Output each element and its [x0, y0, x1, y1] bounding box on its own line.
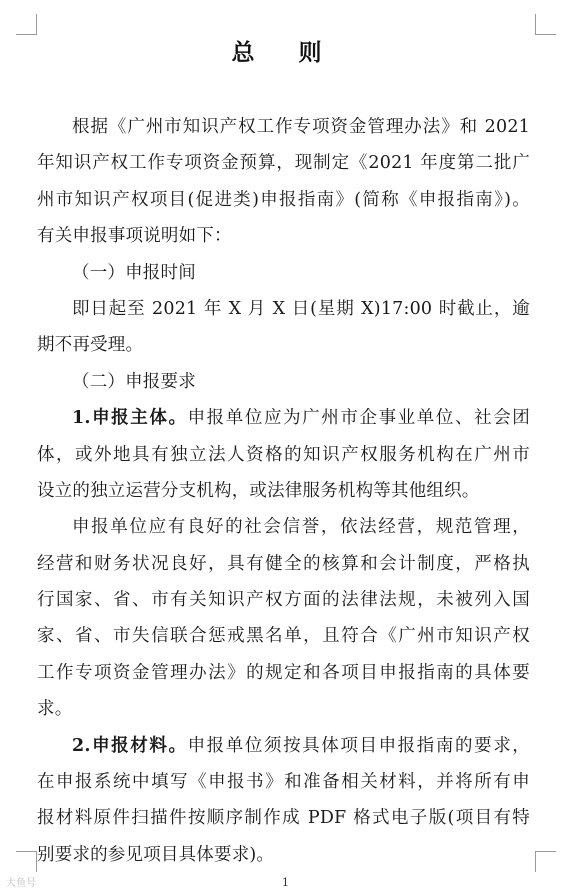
text-line [37, 728, 530, 764]
crop-mark-top-right [535, 14, 556, 35]
page-number: 1 [282, 876, 289, 889]
text-line: 有关申报事项说明如下： [37, 226, 232, 247]
document-body [37, 109, 530, 873]
item-heading-materials: 2.申报材料。 [72, 735, 188, 756]
text-line: 期不再受理。 [37, 335, 144, 356]
section-heading-time: （一）申报时间 [72, 262, 196, 283]
text-line: 在申报系统中填写《申报书》和准备相关材料，并将所有申 [37, 772, 530, 793]
document-title: 总 则 [231, 40, 340, 66]
text-line: 工作专项资金管理办法》的规定和各项目申报指南的具体要 [37, 662, 530, 683]
crop-mark-top-left [16, 14, 37, 35]
watermark: 大鱼号 [6, 878, 36, 889]
text-line: 经营和财务状况良好，具有健全的核算和会计制度，严格执 [37, 553, 530, 574]
text-line: 申报单位应有良好的社会信誉，依法经营，规范管理， [72, 517, 530, 538]
crop-mark-bottom-left [16, 851, 37, 872]
text-run: 申报单位须按具体项目申报指南的要求， [187, 735, 530, 756]
text-line: 体，或外地具有独立法人资格的知识产权服务机构在广州市 [37, 444, 530, 465]
item-heading-subject: 1.申报主体。 [72, 408, 188, 429]
text-line: 设立的独立运营分支机构，或法律服务机构等其他组织。 [37, 480, 480, 501]
text-line: 行国家、省、市有关知识产权方面的法律法规，未被列入国 [37, 590, 530, 611]
text-line: 州市知识产权项目(促进类)申报指南》(简称《申报指南》)。 [37, 189, 530, 210]
text-run: 申报单位应为广州市企事业单位、社会团 [187, 408, 530, 429]
text-line: 报材料原件扫描件按顺序制作成 PDF 格式电子版(项目有特 [37, 808, 530, 829]
text-line: 别要求的参见项目具体要求)。 [37, 844, 275, 865]
text-line: 即日起至 2021 年 X 月 X 日(星期 X)17:00 时截止，逾 [72, 298, 530, 319]
text-line [37, 400, 530, 436]
text-line: 家、省、市失信联合惩戒黑名单，且符合《广州市知识产权 [37, 626, 530, 647]
text-line: 求。 [37, 699, 73, 720]
section-heading-requirements: （二）申报要求 [72, 371, 196, 392]
crop-mark-bottom-right [535, 851, 556, 872]
text-line: 年知识产权工作专项资金预算，现制定《2021 年度第二批广 [37, 153, 530, 174]
text-line: 根据《广州市知识产权工作专项资金管理办法》和 2021 [72, 117, 530, 137]
